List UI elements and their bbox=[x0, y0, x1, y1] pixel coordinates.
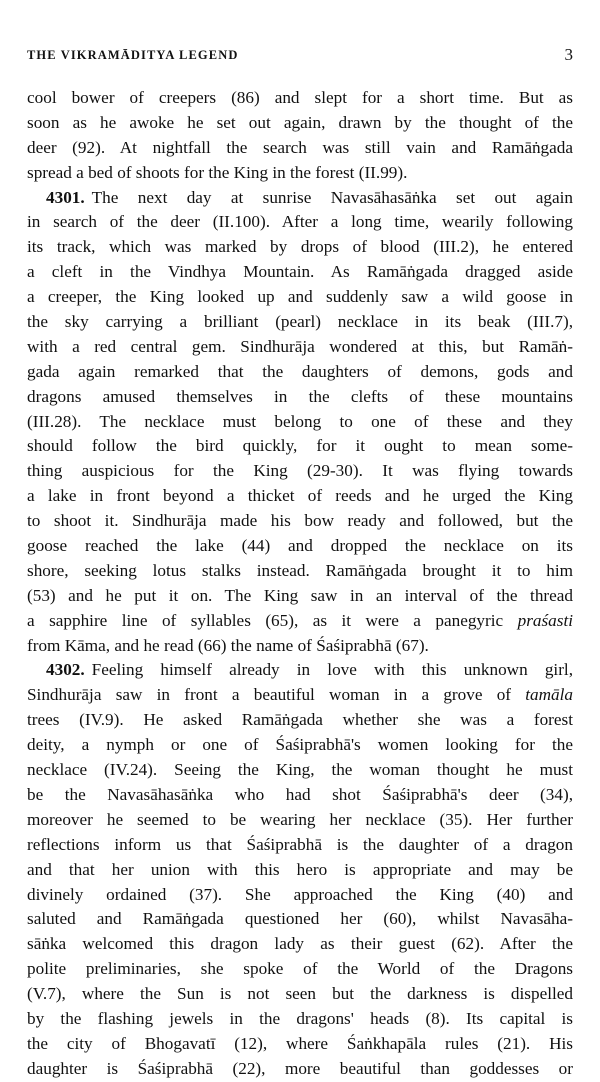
line-text: Feeling himself already in love with this unknown girl, bbox=[91, 660, 573, 680]
running-header bbox=[27, 44, 573, 66]
text-line: a cleft in the Vindhya Mountain. As Ramāṅgada dragged aside bbox=[27, 262, 573, 282]
text-line: saluted and Ramāṅgada questioned her (60), whilst Navasāha- bbox=[27, 909, 573, 929]
text-line: be the Navasāhasāṅka who had shot Śaśiprabhā's deer (34), bbox=[27, 784, 573, 804]
text-line: thing auspicious for the King (29-30). It was flying towards bbox=[27, 461, 573, 481]
line-text: The next day at sunrise Navasāhasāṅka set out again bbox=[91, 187, 573, 207]
text-line bbox=[27, 683, 573, 708]
text-line bbox=[27, 658, 573, 683]
text-line: gada again remarked that the daughters of demons, gods and bbox=[27, 361, 573, 381]
text-line: the city of Bhogavatī (12), where Śaṅkhapāla rules (21). His bbox=[27, 1033, 573, 1053]
text-line: divinely ordained (37). She approached the King (40) and bbox=[27, 884, 573, 904]
line-text: a sapphire line of syllables (65), as it were a panegyric bbox=[27, 610, 504, 630]
paragraph-continuation bbox=[27, 86, 573, 186]
text-line bbox=[27, 609, 573, 634]
text-line: in search of the deer (II.100). After a long time, wearily following bbox=[27, 212, 573, 232]
paragraph-number: 4301. bbox=[46, 187, 85, 207]
text-line: (V.7), where the Sun is not seen but the darkness is dispelled bbox=[27, 984, 573, 1004]
text-line: shore, seeking lotus stalks instead. Ramāṅgada brought it to him bbox=[27, 560, 573, 580]
text-line: should follow the bird quickly, for it ought to mean some- bbox=[27, 436, 573, 456]
italic-term: tamāla bbox=[525, 685, 573, 705]
text-line: the sky carrying a brilliant (pearl) necklace in its beak (III.7), bbox=[27, 312, 573, 332]
text-line: its track, which was marked by drops of blood (III.2), he entered bbox=[27, 237, 573, 257]
text-line: reflections inform us that Śaśiprabhā is the daughter of a dragon bbox=[27, 834, 573, 854]
text-line: daughter is Śaśiprabhā (22), more beautiful than goddesses or bbox=[27, 1058, 573, 1078]
text-line: a lake in front beyond a thicket of reeds and he urged the King bbox=[27, 486, 573, 506]
text-line: dragons amused themselves in the clefts of these mountains bbox=[27, 386, 573, 406]
text-line: polite preliminaries, she spoke of the World of the Dragons bbox=[27, 959, 573, 979]
text-line: spread a bed of shoots for the King in the forest (II.99). bbox=[27, 162, 408, 182]
paragraph-4302 bbox=[27, 658, 573, 1081]
paragraph-number: 4302. bbox=[46, 660, 85, 680]
text-line: deer (92). At nightfall the search was still vain and Ramāṅgada bbox=[27, 137, 573, 157]
text-line: deity, a nymph or one of Śaśiprabhā's women looking for the bbox=[27, 735, 573, 755]
text-line: trees (IV.9). He asked Ramāṅgada whether she was a forest bbox=[27, 710, 573, 730]
text-line: a creeper, the King looked up and suddenly saw a wild goose in bbox=[27, 287, 573, 307]
text-line: cool bower of creepers (86) and slept for a short time. But as bbox=[27, 88, 573, 107]
body-text bbox=[27, 86, 573, 1078]
text-line: sāṅka welcomed this dragon lady as their guest (62). After the bbox=[27, 934, 573, 954]
page-number: 3 bbox=[564, 45, 573, 64]
paragraph-4301 bbox=[27, 186, 573, 659]
line-text: Sindhurāja saw in front a beautiful woman in a grove of bbox=[27, 685, 512, 705]
text-line: moreover he seemed to be wearing her necklace (35). Her further bbox=[27, 809, 573, 829]
text-line: by the flashing jewels in the dragons' heads (8). Its capital is bbox=[27, 1008, 573, 1028]
text-line: (III.28). The necklace must belong to one of these and they bbox=[27, 411, 573, 431]
running-title: THE VIKRAMĀDITYA LEGEND bbox=[27, 48, 239, 62]
italic-term: praśasti bbox=[517, 610, 573, 630]
text-line: with a red central gem. Sindhurāja wondered at this, but Ramāṅ- bbox=[27, 336, 573, 356]
text-line: (53) and he put it on. The King saw in an interval of the thread bbox=[27, 585, 573, 605]
text-line: and that her union with this hero is appropriate and may be bbox=[27, 859, 573, 879]
text-line: to shoot it. Sindhurāja made his bow ready and followed, but the bbox=[27, 511, 573, 531]
text-line: from Kāma, and he read (66) the name of Śaśiprabhā (67). bbox=[27, 635, 429, 655]
text-line: necklace (IV.24). Seeing the King, the woman thought he must bbox=[27, 760, 573, 780]
text-line: soon as he awoke he set out again, drawn by the thought of the bbox=[27, 112, 573, 132]
text-line bbox=[27, 186, 573, 211]
text-line: goose reached the lake (44) and dropped the necklace on its bbox=[27, 536, 573, 556]
